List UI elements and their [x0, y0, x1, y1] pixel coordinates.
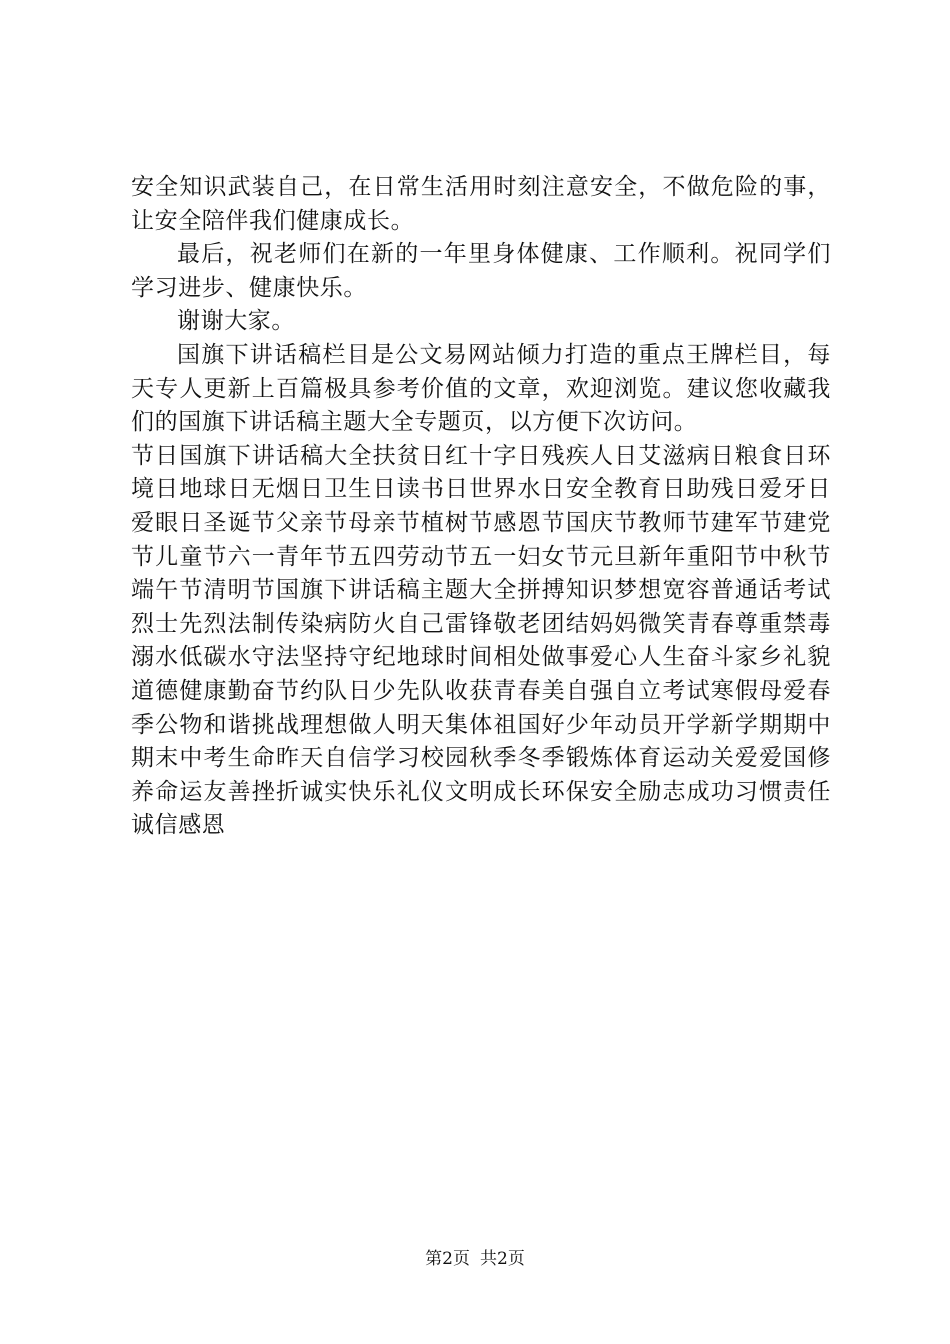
page-total: 共2页: [480, 1249, 525, 1269]
paragraph-site-promo: 国旗下讲话稿栏目是公文易网站倾力打造的重点王牌栏目，每天专人更新上百篇极具参考价值的文章，欢迎浏览。建议您收藏我们的国旗下讲话稿主题大全专题页，以方便下次访问。: [131, 341, 831, 436]
page-number: 第2页: [425, 1249, 470, 1269]
paragraph-wishes: 最后，祝老师们在新的一年里身体健康、工作顺利。祝同学们学习进步、健康快乐。: [131, 241, 831, 301]
paragraph-topic-keywords: 节日国旗下讲话稿大全扶贫日红十字日残疾人日艾滋病日粮食日环境日地球日无烟日卫生日读书日世界水日安全教育日助残日爱牙日爱眼日圣诞节父亲节母亲节植树节感恩节国庆节教师节建军节建党节儿童节六一青年节五四劳动节五一妇女节元旦新年重阳节中秋节端午节清明节国旗下讲话稿主题大全拼搏知识梦想宽容普通话考试烈士先烈法制传染病防火自己雷锋敬老团结妈妈微笑青春尊重禁毒溺水低碳水守法坚持守纪地球时间相处做事爱心人生奋斗家乡礼貌道德健康勤奋节约队日少先队收获青春美自强自立考试寒假母爱春季公物和谐挑战理想做人明天集体祖国好少年动员开学新学期期中期末中考生命昨天自信学习校园秋季冬季锻炼体育运动关爱爱国修养命运友善挫折诚实快乐礼仪文明成长环保安全励志成功习惯责任诚信感恩: [131, 442, 831, 839]
paragraph-safety-ending: 安全知识武装自己，在日常生活用时刻注意安全，不做危险的事，让安全陪伴我们健康成长。: [131, 174, 831, 234]
page-footer: [0, 1244, 950, 1269]
document-body: [131, 171, 831, 843]
paragraph-thanks: 谢谢大家。: [177, 308, 295, 335]
